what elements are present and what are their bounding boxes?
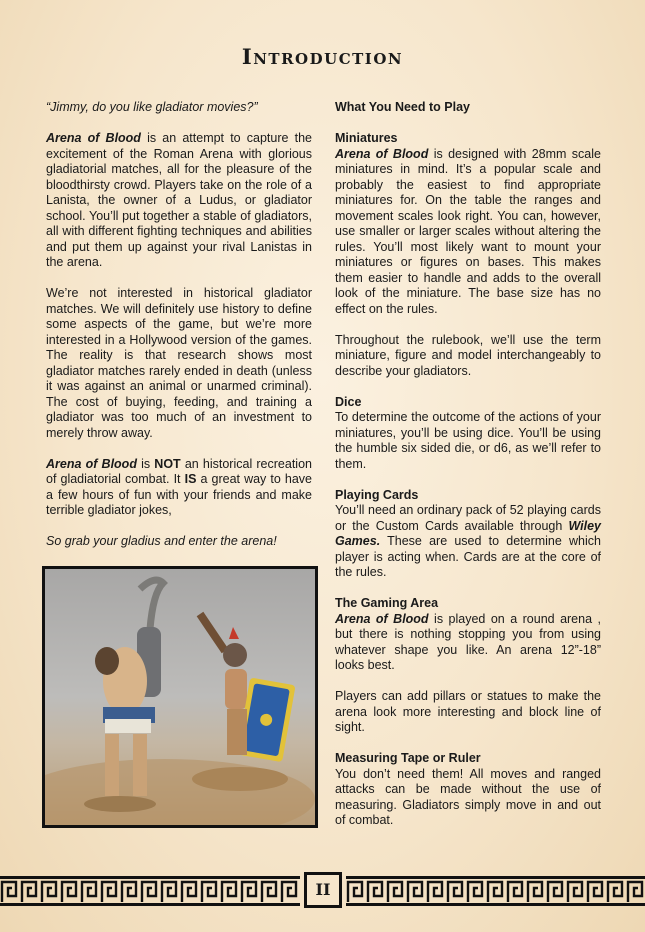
dice-paragraph: To determine the outcome of the actions of your miniatures, you’ll be using dice. You’ll be using the humble six sided die, or d6, as we’ll refer to them.	[335, 410, 601, 471]
gaming-area-paragraph	[335, 612, 601, 674]
text-run: You’ll need an ordinary pack of 52 playing cards or the Custom Cards available through	[335, 503, 601, 533]
gladiator-miniatures-photo	[42, 566, 318, 828]
game-title-emphasis: Arena of Blood	[335, 146, 429, 161]
subheading-dice: Dice	[335, 394, 362, 409]
left-column	[46, 100, 312, 565]
not-emphasis: NOT	[154, 456, 181, 471]
history-paragraph: We’re not interested in historical gladiator matches. We will definitely use history to define some aspects of the game, but we’re more interested in a Hollywood version of the games. The reality is that research shows most gladiator matches rarely ended in death (unless it was against an animal or unarmed criminal). The cost of buying, feeding, and training a gladiator was too much of an investment to merely throw away.	[46, 286, 312, 440]
page-title: Introduction	[241, 44, 404, 69]
intro-paragraph-text: is an attempt to capture the excitement of the Roman Arena with glorious gladiatorial matches, all for the pleasure of the bloodthirsty crowd. Players take on the role of a Lanista, the owner of a Ludus, or gladiator school. You’ll put together a stable of gladiators, all with different fighting techniques and abilities and put them up against your rival Lanistas in the arena.	[46, 131, 312, 269]
section-heading-what-you-need: What You Need to Play	[335, 100, 470, 114]
text-run: is played on a round arena , but there is nothing stopping you from using whatever shape you like. An arena 12”-18” looks best.	[335, 611, 601, 672]
publisher-emphasis: Wiley Games.	[335, 518, 601, 548]
scenery-paragraph: Players can add pillars or statues to make the arena look more interesting and block line of sight.	[335, 689, 601, 734]
greek-key-border-right	[346, 876, 645, 906]
text-run: a great way to have a few hours of fun with your friends and make terrible gladiator jokes,	[46, 472, 312, 517]
opening-quote: “Jimmy, do you like gladiator movies?”	[46, 100, 258, 114]
measuring-paragraph: You don’t need them! All moves and ranged attacks can be made without the use of measuring. Gladiators simply move in and out of combat.	[335, 766, 601, 827]
subheading-miniatures: Miniatures	[335, 131, 398, 145]
not-historical-paragraph	[46, 457, 312, 519]
subheading-measuring-tape: Measuring Tape or Ruler	[335, 751, 481, 765]
intro-paragraph	[46, 131, 312, 271]
right-column	[335, 100, 601, 844]
text-run: an historical recreation of gladiatorial combat. It	[46, 456, 312, 486]
game-title-emphasis: Arena of Blood	[46, 131, 141, 145]
game-title-emphasis: Arena of Blood	[335, 611, 429, 626]
subheading-gaming-area: The Gaming Area	[335, 596, 439, 610]
is-emphasis: IS	[184, 472, 197, 486]
greek-key-border-left	[0, 876, 300, 906]
game-title-emphasis: Arena of Blood	[46, 456, 137, 471]
text-run: is	[136, 456, 155, 471]
subheading-playing-cards: Playing Cards	[335, 487, 419, 502]
miniatures-paragraph	[335, 147, 601, 318]
cards-paragraph	[335, 503, 601, 581]
page-number: II	[304, 872, 342, 908]
text-run: is designed with 28mm scale miniatures in mind. It’s a popular scale and probably the easiest to find appropriate miniatures for. On the table the ranges and movement scales look right. You can, however, use smaller or larger scales without altering the rules. You’ll most likely want to mount your miniatures or figures on bases. This makes them easier to handle and adds to the overall look of the miniature. The base size has no effect on the rules.	[335, 146, 601, 316]
terminology-paragraph: Throughout the rulebook, we’ll use the term miniature, figure and model interchangeably to describe your gladiators.	[335, 332, 601, 378]
closing-line: So grab your gladius and enter the arena!	[46, 534, 277, 548]
text-run: These are used to determine which player is acting when. Cards are at the core of the rules.	[335, 534, 601, 579]
page-footer	[0, 870, 645, 912]
